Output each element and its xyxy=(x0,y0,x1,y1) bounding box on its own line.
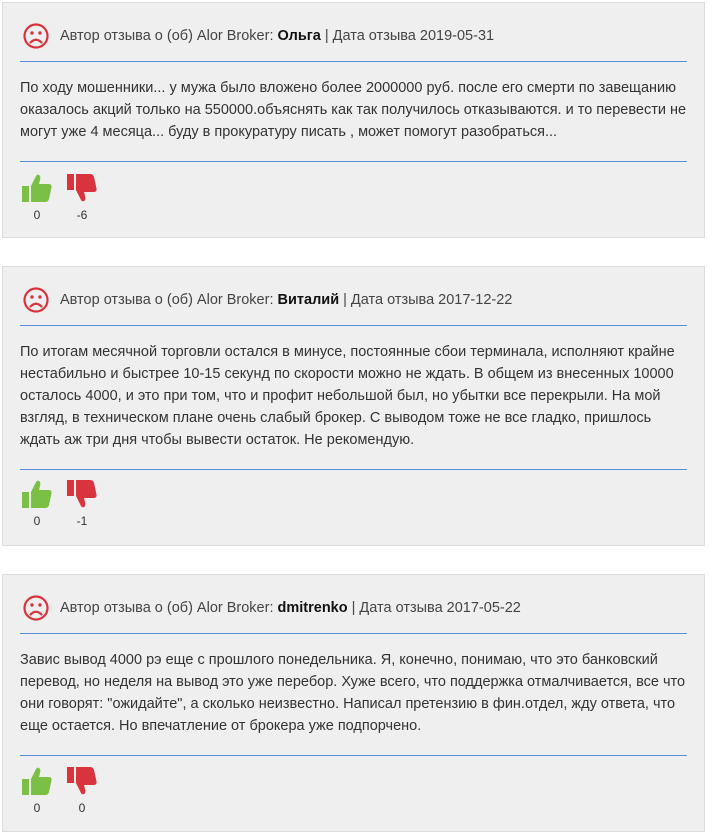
dislike-button[interactable] xyxy=(65,173,99,222)
like-button[interactable] xyxy=(20,173,54,222)
thumbs-down-icon[interactable] xyxy=(66,766,98,796)
sad-face-icon xyxy=(23,23,49,49)
review-header xyxy=(20,3,687,62)
review-footer-divider xyxy=(20,755,687,756)
review-card xyxy=(2,2,705,238)
author-prefix: Автор отзыва о (об) Alor Broker: xyxy=(60,292,278,308)
review-footer-divider xyxy=(20,469,687,470)
author-prefix: Автор отзыва о (об) Alor Broker: xyxy=(60,600,278,616)
author-name: dmitrenko xyxy=(277,600,348,616)
like-count: 0 xyxy=(33,208,41,222)
author-prefix: Автор отзыва о (об) Alor Broker: xyxy=(60,28,278,44)
date-label: | Дата отзыва xyxy=(347,600,447,616)
author-name: Виталий xyxy=(277,292,340,308)
review-date: 2019-05-31 xyxy=(419,28,495,44)
sad-face-icon xyxy=(23,287,49,313)
like-count: 0 xyxy=(33,514,41,528)
review-date: 2017-05-22 xyxy=(446,600,521,616)
like-button[interactable] xyxy=(20,766,54,815)
review-meta xyxy=(60,292,512,308)
review-date: 2017-12-22 xyxy=(438,292,513,308)
thumbs-down-icon[interactable] xyxy=(66,173,98,203)
dislike-button[interactable] xyxy=(65,479,99,528)
review-card xyxy=(2,574,705,832)
dislike-count: -1 xyxy=(76,514,88,528)
thumbs-down-icon[interactable] xyxy=(66,479,98,509)
thumbs-up-icon[interactable] xyxy=(21,479,53,509)
review-text: По ходу мошенники... у мужа было вложено более 2000000 руб. после его смерти по завещанию оказалось акций только на 550000.объяснять как так получилось отказываются. и то перевести не могут уже 4 месяца... буду в прокуратуру писать , может помогут разобраться... xyxy=(20,80,687,140)
sad-face-icon xyxy=(23,595,49,621)
review-card xyxy=(2,266,705,546)
date-label: | Дата отзыва xyxy=(339,292,439,308)
review-footer-divider xyxy=(20,161,687,162)
thumbs-up-icon[interactable] xyxy=(21,766,53,796)
dislike-button[interactable] xyxy=(65,766,99,815)
review-meta xyxy=(60,600,521,616)
review-text: Завис вывод 4000 рэ еще с прошлого понедельника. Я, конечно, понимаю, что это банковский перевод, но неделя на вывод это уже перебор. Хуже всего, что поддержка отмалчивается, все что они говорят: "ожидайте", а сколько неизвестно. Написал претензию в фин.отдел, жду ответа, что еще остается. Но впечатление от брокера уже подпорчено. xyxy=(20,652,686,734)
like-button[interactable] xyxy=(20,479,54,528)
dislike-count: 0 xyxy=(78,801,86,815)
author-name: Ольга xyxy=(277,28,321,44)
date-label: | Дата отзыва xyxy=(320,28,420,44)
review-text: По итогам месячной торговли остался в минусе, постоянные сбои терминала, исполняют крайне нестабильно и быстрее 10-15 секунд по скорости можно не ждать. В общем из внесенных 10000 осталось 4000, и это при том, что и профит небольшой был, но убытки все перекрыли. На мой взгляд, в техническом плане очень слабый брокер. С выводом тоже не все гладко, пришлось ждать аж три дня чтобы вывести остаток. Не рекомендую. xyxy=(20,344,675,448)
thumbs-up-icon[interactable] xyxy=(21,173,53,203)
dislike-count: -6 xyxy=(76,208,88,222)
review-meta xyxy=(60,28,494,44)
review-header xyxy=(20,267,687,326)
review-header xyxy=(20,575,687,634)
like-count: 0 xyxy=(33,801,41,815)
